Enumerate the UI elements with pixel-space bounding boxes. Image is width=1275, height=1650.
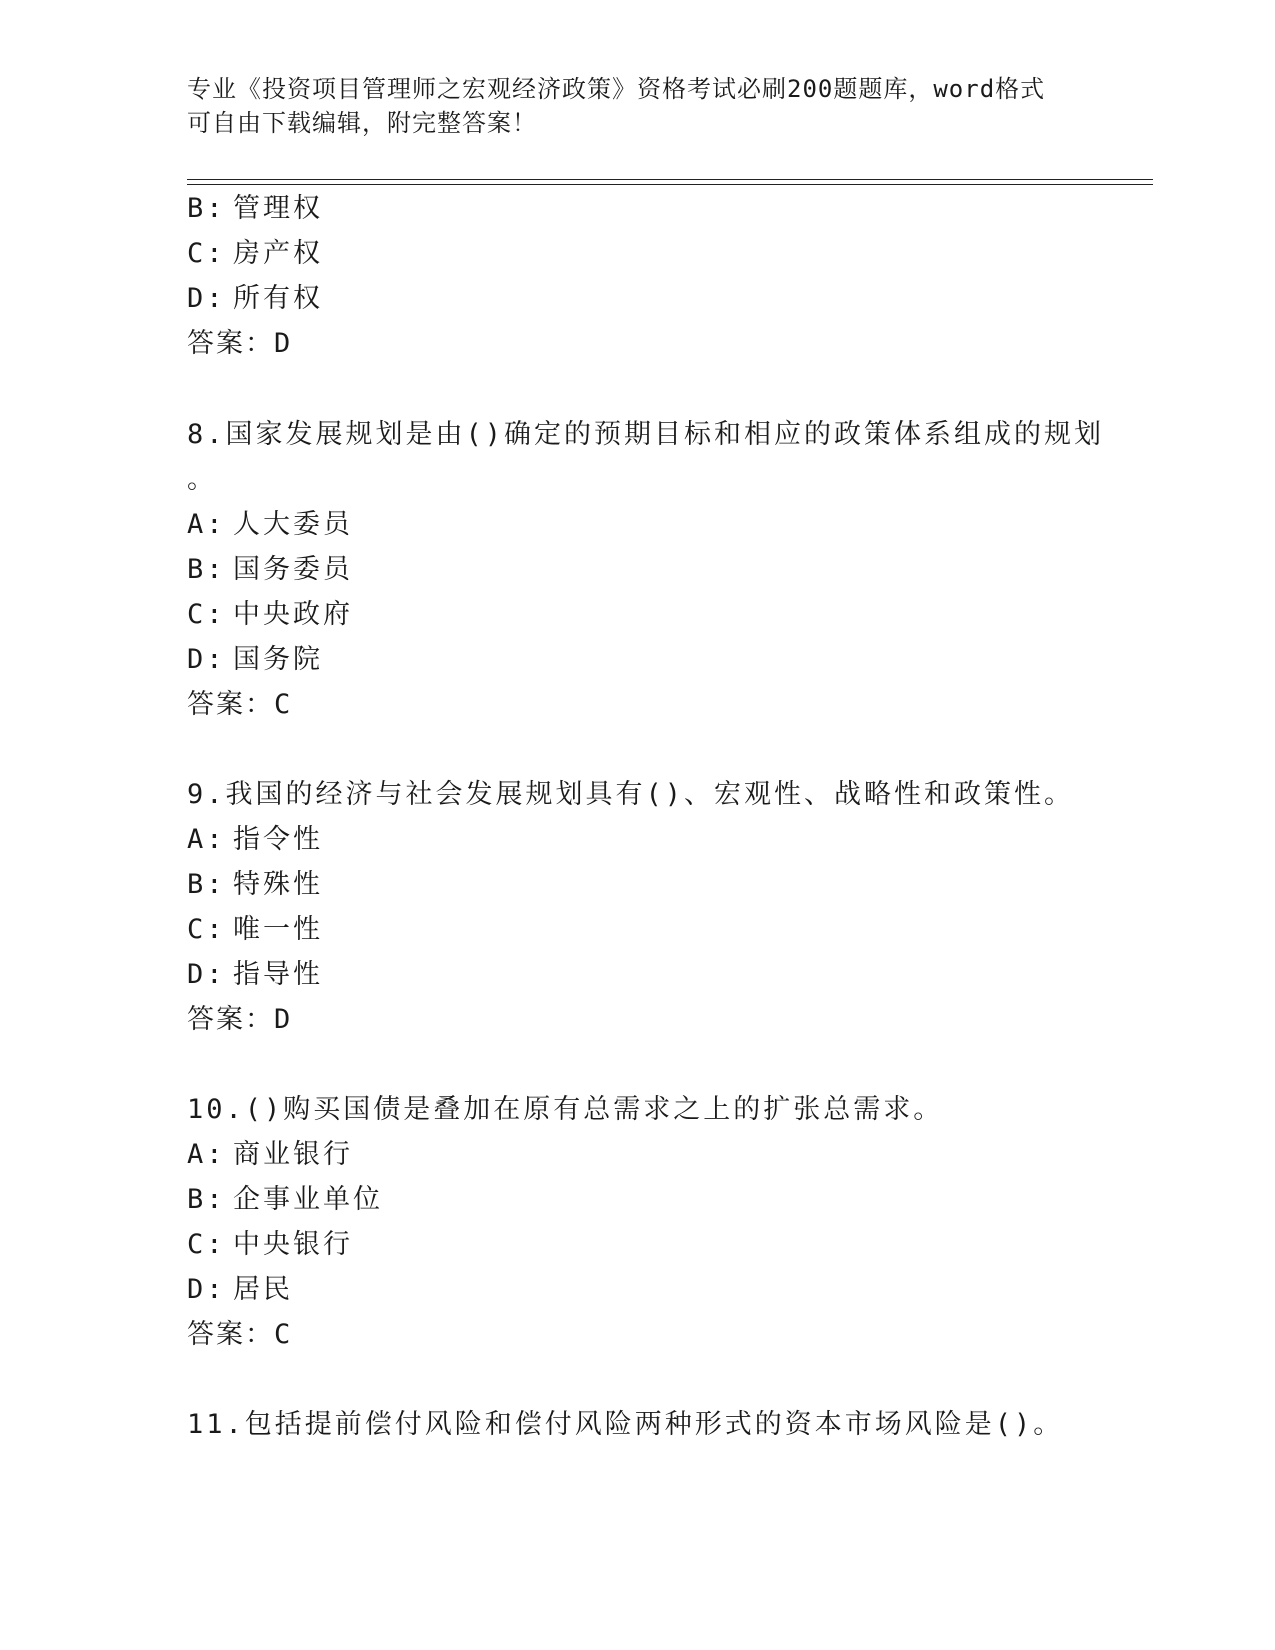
option-text: 国务院 [233, 644, 323, 675]
option-c [187, 598, 353, 632]
option-c [187, 237, 323, 271]
option-text: 中央政府 [233, 599, 353, 630]
option-key: D: [187, 1274, 226, 1305]
header-rule-bottom [187, 184, 1153, 185]
question-stem-continued: 。 [187, 464, 217, 495]
option-b [187, 553, 353, 587]
option-key: B: [187, 1184, 226, 1215]
option-c [187, 1228, 353, 1262]
option-b [187, 192, 323, 226]
option-text: 商业银行 [233, 1139, 353, 1170]
option-b [187, 868, 323, 902]
option-text: 指令性 [233, 824, 323, 855]
option-text: 国务委员 [233, 554, 353, 585]
option-text: 指导性 [233, 959, 323, 990]
option-key: C: [187, 914, 226, 945]
answer-line: 答案：C [187, 1319, 293, 1350]
answer-line: 答案：D [187, 1004, 293, 1035]
option-key: A: [187, 1139, 226, 1170]
answer-line: 答案：D [187, 328, 293, 359]
option-key: C: [187, 1229, 226, 1260]
option-key: D: [187, 283, 226, 314]
option-text: 人大委员 [233, 509, 353, 540]
option-d [187, 1273, 293, 1307]
option-key: B: [187, 193, 226, 224]
option-a [187, 1138, 353, 1172]
question-stem: 10.()购买国债是叠加在原有总需求之上的扩张总需求。 [187, 1094, 944, 1125]
header-rule-top [187, 179, 1153, 180]
option-key: A: [187, 824, 226, 855]
option-d [187, 643, 323, 677]
document-header: 专业《投资项目管理师之宏观经济政策》资格考试必刷200题题库，word格式可自由下载编辑，附完整答案！ [187, 75, 1046, 137]
option-key: D: [187, 959, 226, 990]
answer-line: 答案：C [187, 689, 293, 720]
option-key: C: [187, 599, 226, 630]
option-key: B: [187, 869, 226, 900]
option-key: C: [187, 238, 226, 269]
option-text: 特殊性 [233, 869, 323, 900]
option-key: D: [187, 644, 226, 675]
option-key: A: [187, 509, 226, 540]
option-text: 所有权 [233, 283, 323, 314]
question-stem: 8.国家发展规划是由()确定的预期目标和相应的政策体系组成的规划 [187, 419, 1105, 450]
option-c [187, 913, 323, 947]
option-text: 中央银行 [233, 1229, 353, 1260]
option-text: 唯一性 [233, 914, 323, 945]
option-b [187, 1183, 383, 1217]
option-text: 管理权 [233, 193, 323, 224]
question-stem: 11.包括提前偿付风险和偿付风险两种形式的资本市场风险是()。 [187, 1409, 1064, 1440]
option-d [187, 958, 323, 992]
option-a [187, 508, 353, 542]
option-key: B: [187, 554, 226, 585]
option-text: 企事业单位 [233, 1184, 383, 1215]
option-text: 居民 [233, 1274, 293, 1305]
option-text: 房产权 [233, 238, 323, 269]
option-a [187, 823, 323, 857]
question-stem: 9.我国的经济与社会发展规划具有()、宏观性、战略性和政策性。 [187, 779, 1075, 810]
option-d [187, 282, 323, 316]
